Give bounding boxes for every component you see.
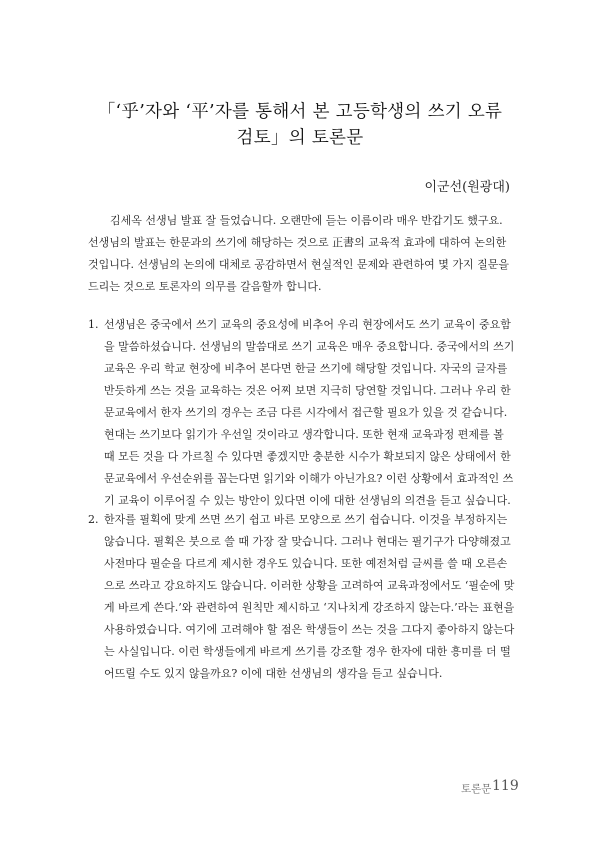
document-title-line-2: 검토」의 토론문 [236, 128, 364, 148]
question-item-2 [88, 509, 516, 685]
author-affiliation: 이군선(원광대) [424, 180, 510, 195]
intro-paragraph: 김세옥 선생님 발표 잘 들었습니다. 오랜만에 듣는 이름이라 매우 반갑기도 했구요. 선생님의 발표는 한문과의 쓰기에 해당하는 것으로 正書의 교육적 효과에 대하여 논의한 것입니다. 선생님의 논의에 대체로 공감하면서 현실적인 문제와 관련하여 몇 가지 질문을 드리는 것으로 토론자의 의무를 갈음할까 합니다. [88, 214, 509, 293]
question-text: 한자를 필획에 맞게 쓰면 쓰기 쉽고 바른 모양으로 쓰기 쉽습니다. 이것을 부정하지는 않습니다. 필획은 붓으로 쓸 때 가장 잘 맞습니다. 그러나 현대는 필기구가 다양해졌고 사전마다 필순을 다르게 제시한 경우도 있습니다. 또한 예전처럼 글씨를 쓸 때 오른손으로 쓰라고 강요하지도 않습니다. 이러한 상황을 고려하여 교육과정에서도 ‘필순에 맞게 바르게 쓴다.’와 관련하여 원칙만 제시하고 ‘지나치게 강조하지 않는다.’라는 표현을 사용하였습니다. 여기에 고려해야 할 점은 학생들이 쓰는 것을 그다지 좋아하지 않는다는 사실입니다. 이런 학생들에게 바르게 쓰기를 강조할 경우 한자에 대한 흥미를 더 떨어뜨릴 수도 있지 않을까요? 이에 대한 선생님의 생각을 듣고 싶습니다. [104, 513, 515, 680]
question-text: 선생님은 중국에서 쓰기 교육의 중요성에 비추어 우리 현장에서도 쓰기 교육이 중요함을 말씀하셨습니다. 선생님의 말씀대로 쓰기 교육은 매우 중요합니다. 중국에서의 쓰기 교육은 우리 학교 현장에 비추어 본다면 한글 쓰기에 해당할 것입니다. 자국의 글자를 반듯하게 쓰는 것을 교육하는 것은 어찌 보면 지극히 당연할 것입니다. 그러나 우리 한문교육에서 한자 쓰기의 경우는 조금 다른 시각에서 접근할 필요가 있을 것 같습니다. 현대는 쓰기보다 읽기가 우선일 것이라고 생각합니다. 또한 현재 교육과정 편제를 볼 때 모든 것을 다 가르칠 수 있다면 좋겠지만 충분한 시수가 확보되지 않은 상태에서 한문교육에서 우선순위를 꼽는다면 읽기와 이해가 아닌가요? 이런 상황에서 효과적인 쓰기 교육이 이루어질 수 있는 방안이 있다면 이에 대한 선생님의 의견을 듣고 싶습니다. [104, 318, 515, 507]
question-item-1 [88, 314, 516, 512]
page-number: 119 [492, 778, 519, 794]
document-title-line-1: 「‘乎’자와 ‘平’자를 통해서 본 고등학생의 쓰기 오류 [97, 102, 503, 122]
running-footer-label: 토론문 [461, 783, 492, 795]
question-number: 1. [88, 318, 99, 331]
question-number: 2. [88, 513, 99, 526]
